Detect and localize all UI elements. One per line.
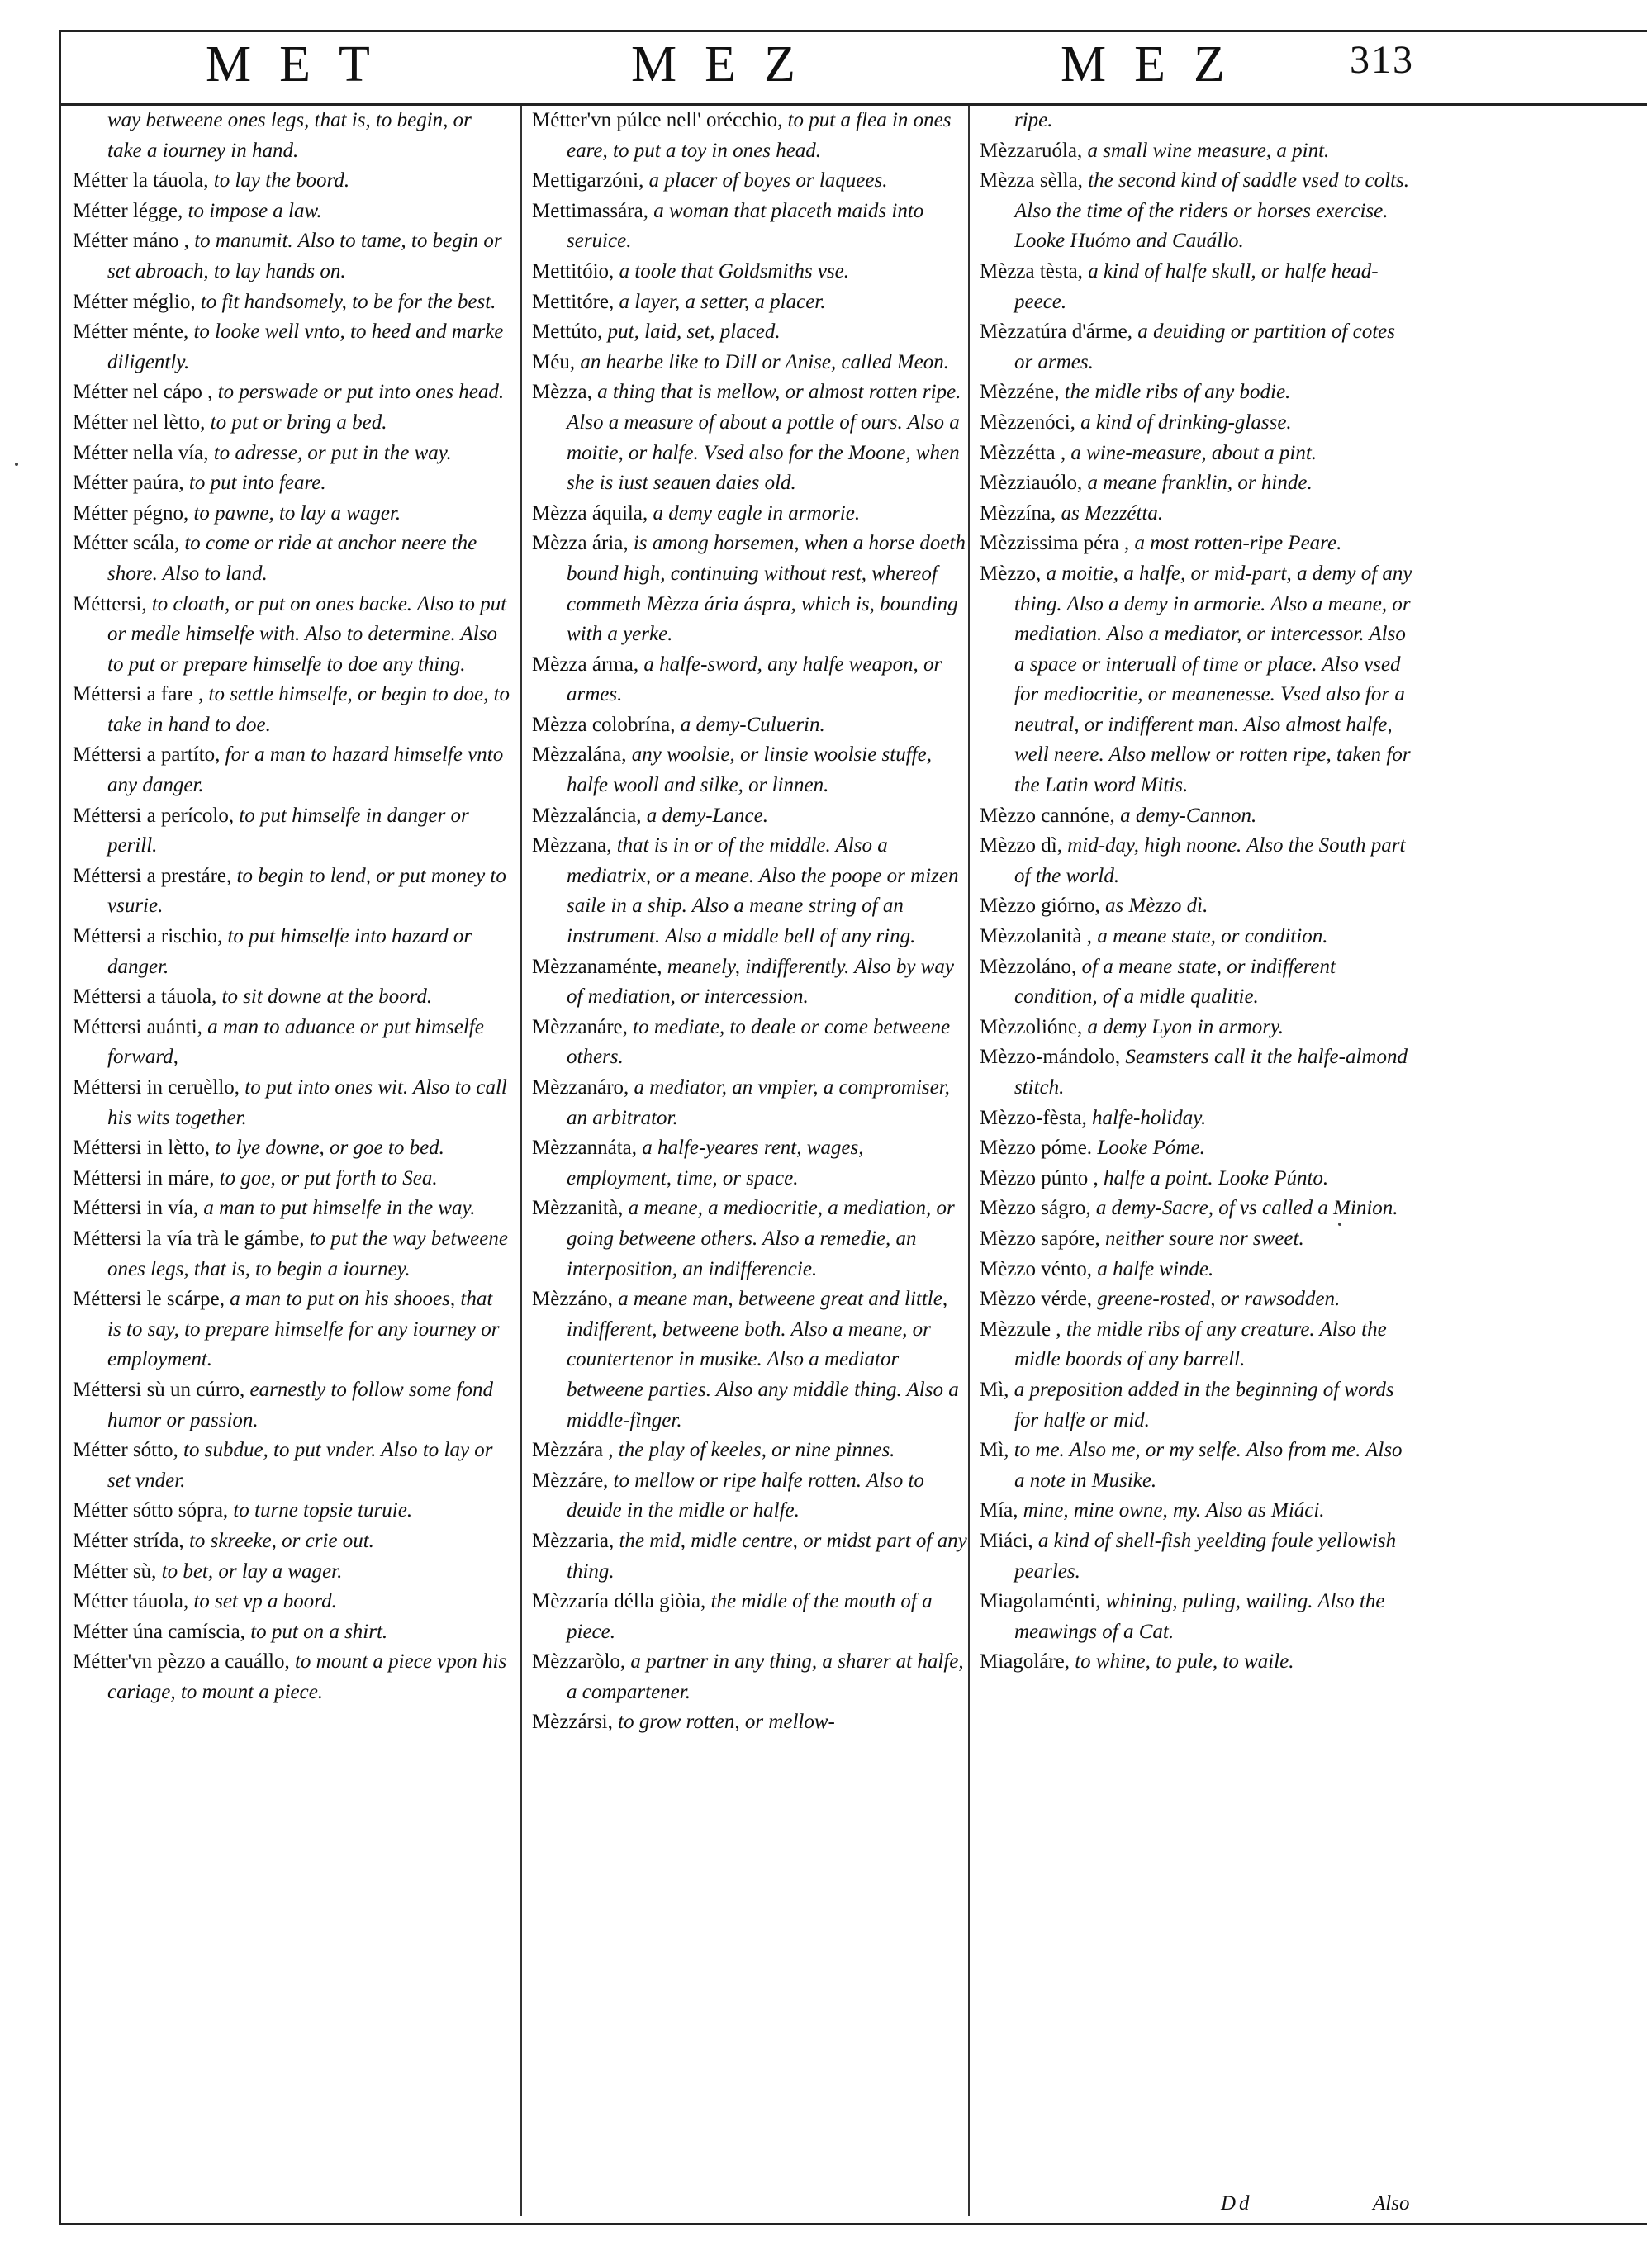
dictionary-entry xyxy=(532,1526,970,1587)
entry-definition: to perswade or put into ones head. xyxy=(217,381,505,404)
dictionary-entry xyxy=(73,922,510,982)
dictionary-entry xyxy=(532,740,970,800)
dictionary-entry xyxy=(73,1375,510,1436)
entry-definition: greene-rosted, or rawsodden. xyxy=(1097,1288,1341,1311)
dictionary-entry xyxy=(980,408,1417,439)
dictionary-entry xyxy=(980,499,1417,529)
dictionary-entry xyxy=(73,529,510,589)
entry-column-1 xyxy=(73,106,510,1707)
dictionary-entry xyxy=(73,1013,510,1073)
entry-headword: Mèzzo púnto , xyxy=(980,1166,1099,1189)
entry-definition: to me. Also me, or my selfe. Also from me. Also a note in Musike. xyxy=(1014,1439,1403,1492)
entry-headword: Méttersi in lètto, xyxy=(73,1137,210,1160)
entry-headword: Métter sótto sópra, xyxy=(73,1499,229,1522)
dictionary-entry xyxy=(980,439,1417,469)
entry-headword: Métter la táuola, xyxy=(73,169,209,192)
entry-headword: Métter nel lètto, xyxy=(73,411,206,434)
entry-definition: Seamsters call it the halfe-almond stitch. xyxy=(1014,1046,1408,1099)
entry-headword: Mì, xyxy=(980,1378,1009,1401)
entry-definition: to put a flea in ones eare, to put a toy in ones head. xyxy=(567,109,952,162)
dictionary-entry xyxy=(73,1557,510,1588)
entry-headword: Mía, xyxy=(980,1499,1018,1522)
entry-headword: Mèzzo sapóre, xyxy=(980,1227,1100,1250)
entry-definition: to put into ones wit. Also to call his wits together. xyxy=(107,1076,507,1129)
entry-definition: a woman that placeth maids into seruice. xyxy=(567,199,924,253)
entry-definition: a meane, a mediocritie, a mediation, or going betweene others. Also a remedie, an interposition, an indifferencie. xyxy=(567,1197,955,1280)
dictionary-entry xyxy=(532,529,970,649)
dictionary-entry xyxy=(73,439,510,469)
entry-headword: Mèzzaria, xyxy=(532,1529,615,1552)
dictionary-entry xyxy=(73,740,510,800)
dictionary-entry xyxy=(73,1617,510,1648)
dictionary-entry xyxy=(532,377,970,498)
entry-definition: the second kind of saddle vsed to colts. Also the time of the riders or horses exercise. Looke Huómo and Cauállo. xyxy=(1014,169,1409,253)
entry-headword: Mèzzo, xyxy=(980,562,1042,585)
entry-definition: to fit handsomely, to be for the best. xyxy=(200,290,496,313)
dictionary-entry xyxy=(980,922,1417,952)
dictionary-entry xyxy=(980,1526,1417,1587)
entry-headword: Mettúto, xyxy=(532,320,603,344)
dictionary-entry xyxy=(532,1013,970,1073)
dictionary-entry xyxy=(532,106,970,166)
entry-definition: to goe, or put forth to Sea. xyxy=(219,1166,438,1189)
dictionary-entry xyxy=(73,1526,510,1557)
entry-definition: of a meane state, or indifferent condition, of a midle qualitie. xyxy=(1014,955,1336,1009)
dictionary-entry xyxy=(980,1164,1417,1194)
header-word-left: MET xyxy=(206,36,398,93)
entry-headword: Métter paúra, xyxy=(73,472,184,495)
dictionary-entry xyxy=(73,1587,510,1617)
entry-headword: Méttersi auánti, xyxy=(73,1015,202,1038)
dictionary-entry xyxy=(73,317,510,377)
entry-headword: Mèzzaròlo, xyxy=(532,1650,626,1674)
entry-definition: halfe a point. Looke Púnto. xyxy=(1103,1166,1329,1189)
entry-headword: Mèzzo dì, xyxy=(980,834,1062,857)
entry-headword: Mèzzáre, xyxy=(532,1469,609,1492)
entry-headword: Méttersi a rischio, xyxy=(73,925,223,948)
entry-headword: Métter sótto, xyxy=(73,1439,178,1462)
dictionary-entry xyxy=(980,559,1417,801)
dictionary-entry xyxy=(980,106,1417,136)
entry-definition: a meane franklin, or hinde. xyxy=(1087,472,1313,495)
entry-definition: to cloath, or put on ones backe. Also to put or medle himselfe with. Also to determine. Also to put or prepare himselfe to doe any thing. xyxy=(107,592,507,676)
entry-headword: Métter scála, xyxy=(73,532,180,555)
entry-definition: to grow rotten, or mellow- xyxy=(618,1711,835,1734)
dictionary-entry xyxy=(980,136,1417,167)
dictionary-entry xyxy=(980,257,1417,317)
entry-headword: Métter máno , xyxy=(73,230,189,253)
entry-definition: halfe-holiday. xyxy=(1092,1106,1207,1129)
dictionary-entry xyxy=(73,680,510,740)
entry-definition: to subdue, to put vnder. Also to lay or set vnder. xyxy=(107,1439,493,1492)
dictionary-entry xyxy=(980,831,1417,891)
entry-definition: to pawne, to lay a wager. xyxy=(193,501,401,525)
dictionary-entry xyxy=(532,831,970,952)
dictionary-entry xyxy=(980,529,1417,559)
entry-headword: Mèzzáno, xyxy=(532,1288,613,1311)
entry-headword: Mèzza ária, xyxy=(532,532,629,555)
dictionary-entry xyxy=(73,982,510,1013)
page-footer xyxy=(980,2192,1417,2222)
catchword: Also xyxy=(1373,2192,1410,2215)
entry-headword: Mèzzo vénto, xyxy=(980,1257,1093,1280)
entry-definition: neither soure nor sweet. xyxy=(1105,1227,1304,1250)
entry-definition: as Mèzzo dì. xyxy=(1105,895,1208,918)
entry-headword: Mèzzanità, xyxy=(532,1197,624,1220)
entry-definition: way betweene ones legs, that is, to begin, or take a iourney in hand. xyxy=(107,109,472,162)
entry-definition: an hearbe like to Dill or Anise, called Meon. xyxy=(580,350,949,373)
dictionary-entry xyxy=(73,499,510,529)
entry-definition: to looke well vnto, to heed and marke diligently. xyxy=(107,320,504,373)
dictionary-entry xyxy=(980,1315,1417,1375)
entry-definition: a man to aduance or put himselfe forward, xyxy=(107,1015,484,1069)
entry-definition: to mount a piece vpon his cariage, to mount a piece. xyxy=(107,1650,507,1703)
entry-headword: Mèzzo vérde, xyxy=(980,1288,1093,1311)
dictionary-entry xyxy=(73,1133,510,1164)
dictionary-entry xyxy=(980,1436,1417,1496)
entry-headword: Mèzzenóci, xyxy=(980,411,1075,434)
entry-headword: Mèzza, xyxy=(532,381,592,404)
dictionary-entry xyxy=(532,952,970,1013)
dictionary-entry xyxy=(532,287,970,318)
entry-definition: to put into feare. xyxy=(188,472,326,495)
entry-definition: a man to put on his shooes, that is to say, to prepare himselfe for any iourney or employment. xyxy=(107,1288,500,1371)
entry-headword: Méttersi in ceruèllo, xyxy=(73,1076,240,1099)
dictionary-entry xyxy=(73,1284,510,1375)
entry-definition: to put on a shirt. xyxy=(250,1620,388,1643)
entry-headword: Mèzzo giórno, xyxy=(980,895,1100,918)
dictionary-entry xyxy=(980,166,1417,257)
entry-definition: put, laid, set, placed. xyxy=(607,320,781,344)
dictionary-entry xyxy=(532,650,970,710)
entry-definition: the mid, midle centre, or midst part of any thing. xyxy=(567,1529,967,1583)
entry-headword: Mèzzolanità , xyxy=(980,925,1093,948)
entry-headword: Métter nel cápo , xyxy=(73,381,213,404)
dictionary-entry xyxy=(532,1466,970,1526)
entry-definition: a small wine measure, a pint. xyxy=(1087,139,1330,162)
entry-headword: Mì, xyxy=(980,1439,1009,1462)
dictionary-entry xyxy=(73,1194,510,1224)
entry-headword: Méttersi la vía trà le gámbe, xyxy=(73,1227,305,1250)
dictionary-entry xyxy=(73,1164,510,1194)
dictionary-entry xyxy=(532,1707,970,1738)
entry-definition: to lay the boord. xyxy=(213,169,350,192)
entry-headword: Méttersi a partíto, xyxy=(73,743,221,767)
entry-definition: a demy eagle in armorie. xyxy=(653,501,861,525)
entry-definition: to put the way betweene ones legs, that is, to begin a iourney. xyxy=(107,1227,508,1280)
entry-definition: is among horsemen, when a horse doeth bound high, continuing without rest, whereof commeth Mèzza ária áspra, which is, bounding with a yerke. xyxy=(567,532,966,646)
entry-headword: Mèzzatúra d'árme, xyxy=(980,320,1132,344)
entry-definition: to set vp a boord. xyxy=(193,1590,337,1613)
dictionary-entry xyxy=(980,1013,1417,1043)
entry-headword: Mèzzára , xyxy=(532,1439,614,1462)
dictionary-entry xyxy=(73,590,510,681)
paper-speck xyxy=(15,463,18,466)
entry-definition: that is in or of the middle. Also a mediatrix, or a meane. Also the poope or mizen saile in a ship. Also a meane string of an instrument. Also a middle bell of any ring. xyxy=(567,834,959,948)
dictionary-entry xyxy=(73,1647,510,1707)
entry-headword: Méu, xyxy=(532,350,576,373)
entry-definition: whining, puling, wailing. Also the meawings of a Cat. xyxy=(1014,1590,1385,1643)
entry-headword: Mèzzalána, xyxy=(532,743,627,767)
entry-definition: to begin to lend, or put money to vsurie. xyxy=(107,864,506,918)
entry-column-3 xyxy=(980,106,1417,1678)
entry-headword: Méttersi in máre, xyxy=(73,1166,215,1189)
entry-headword: Métter úna camíscia, xyxy=(73,1620,245,1643)
entry-headword: Métter'vn púlce nell' orécchio, xyxy=(532,109,783,131)
entry-headword: Méttersi a táuola, xyxy=(73,985,217,1009)
dictionary-entry xyxy=(980,1104,1417,1134)
entry-definition: to mediate, to deale or come betweene others. xyxy=(567,1015,951,1069)
entry-definition: the midle ribs of any bodie. xyxy=(1064,381,1291,404)
dictionary-entry xyxy=(980,1587,1417,1647)
dictionary-entry xyxy=(73,1073,510,1133)
entry-definition: to come or ride at anchor neere the shore. Also to land. xyxy=(107,532,477,585)
entry-definition: a demy-Lance. xyxy=(646,804,768,827)
entry-headword: Mèzzaría délla giòia, xyxy=(532,1590,706,1613)
entry-definition: to impose a law. xyxy=(188,199,322,222)
entry-definition: earnestly to follow some fond humor or passion. xyxy=(107,1378,493,1431)
running-header xyxy=(61,30,1647,106)
entry-definition: a demy Lyon in armory. xyxy=(1087,1015,1284,1038)
entry-definition: for a man to hazard himselfe vnto any danger. xyxy=(107,743,504,797)
entry-definition: a mediator, an vmpier, a compromiser, an arbitrator. xyxy=(567,1076,950,1129)
entry-headword: Mèzzolióne, xyxy=(980,1015,1083,1038)
entry-headword: Mèzzanaménte, xyxy=(532,955,662,978)
dictionary-entry xyxy=(980,891,1417,922)
entry-definition: to mellow or ripe halfe rotten. Also to deuide in the midle or halfe. xyxy=(567,1469,924,1522)
entry-headword: Mèzza sèlla, xyxy=(980,169,1083,192)
dictionary-entry xyxy=(980,1042,1417,1103)
entry-headword: Métter strída, xyxy=(73,1529,184,1552)
entry-definition: a layer, a setter, a placer. xyxy=(619,290,826,313)
entry-definition: as Mezzétta. xyxy=(1061,501,1164,525)
entry-headword: Métter méglio, xyxy=(73,290,196,313)
entry-definition: to manumit. Also to tame, to begin or set abroach, to lay hands on. xyxy=(107,230,502,282)
dictionary-entry xyxy=(532,348,970,378)
dictionary-entry xyxy=(980,1224,1417,1255)
dictionary-entry xyxy=(532,499,970,529)
dictionary-entry xyxy=(73,408,510,439)
dictionary-entry xyxy=(532,257,970,287)
entry-headword: Mèzzana, xyxy=(532,834,612,857)
dictionary-entry xyxy=(532,1194,970,1284)
dictionary-entry xyxy=(73,801,510,862)
dictionary-entry xyxy=(980,317,1417,377)
entry-definition: a demy-Cannon. xyxy=(1120,804,1257,827)
entry-headword: Mèzzaláncia, xyxy=(532,804,642,827)
entry-headword: Mèzzo cannóne, xyxy=(980,804,1115,827)
dictionary-entry xyxy=(73,1436,510,1496)
dictionary-entry xyxy=(73,862,510,922)
entry-definition: to lye downe, or goe to bed. xyxy=(215,1137,444,1160)
dictionary-entry xyxy=(980,377,1417,408)
entry-definition: a halfe-sword, any halfe weapon, or armes. xyxy=(567,653,942,706)
entry-headword: Métter sù, xyxy=(73,1560,157,1583)
entry-definition: to bet, or lay a wager. xyxy=(161,1560,343,1583)
entry-headword: Miagoláre, xyxy=(980,1650,1070,1674)
dictionary-entry xyxy=(73,377,510,408)
dictionary-entry xyxy=(532,710,970,741)
dictionary-entry xyxy=(73,468,510,499)
entry-headword: Mettimassára, xyxy=(532,199,648,222)
dictionary-entry xyxy=(980,1647,1417,1678)
entry-definition: a kind of halfe skull, or halfe head-peece. xyxy=(1014,259,1379,313)
entry-definition: a placer of boyes or laquees. xyxy=(648,169,888,192)
entry-definition: a most rotten-ripe Peare. xyxy=(1134,532,1342,555)
entry-headword: Mèzziauólo, xyxy=(980,472,1083,495)
entry-definition: to put himselfe into hazard or danger. xyxy=(107,925,472,978)
entry-headword: Mèzzule , xyxy=(980,1318,1061,1341)
entry-headword: Mèzzína, xyxy=(980,501,1056,525)
entry-definition: the midle of the mouth of a piece. xyxy=(567,1590,933,1643)
entry-headword: Mèzzo-fèsta, xyxy=(980,1106,1087,1129)
entry-definition: meanely, indifferently. Also by way of mediation, or intercession. xyxy=(567,955,954,1009)
entry-definition: to settle himselfe, or begin to doe, to take in hand to doe. xyxy=(107,683,510,736)
entry-definition: a meane man, betweene great and little, indifferent, betweene both. Also a meane, or countertenor in musike. Also a mediator betweene parties. Also any middle thing. Also a middle-finger. xyxy=(567,1288,959,1431)
dictionary-entry xyxy=(532,1647,970,1707)
entry-definition: mid-day, high noone. Also the South part of the world. xyxy=(1014,834,1406,887)
entry-headword: Mèzzissima péra , xyxy=(980,532,1130,555)
dictionary-entry xyxy=(532,1073,970,1133)
entry-headword: Mèzzétta , xyxy=(980,441,1066,464)
entry-headword: Métter pégno, xyxy=(73,501,189,525)
entry-headword: Mèzzársi, xyxy=(532,1711,613,1734)
dictionary-entry xyxy=(73,166,510,197)
entry-headword: Mèzzannáta, xyxy=(532,1137,638,1160)
page-number: 313 xyxy=(1350,38,1414,82)
dictionary-entry xyxy=(73,1496,510,1526)
entry-definition: to skreeke, or crie out. xyxy=(188,1529,374,1552)
entry-headword: Méttersi sù un cúrro, xyxy=(73,1378,245,1401)
dictionary-entry xyxy=(980,1255,1417,1285)
entry-definition: a man to put himselfe in the way. xyxy=(203,1197,476,1220)
entry-definition: the play of keeles, or nine pinnes. xyxy=(618,1439,895,1462)
entry-definition: to put himselfe in danger or perill. xyxy=(107,804,469,857)
entry-definition: a kind of shell-fish yeelding foule yellowish pearles. xyxy=(1014,1529,1397,1583)
entry-headword: Mèzzo póme. xyxy=(980,1137,1093,1160)
dictionary-entry xyxy=(73,226,510,287)
entry-headword: Mèzza colobrína, xyxy=(532,713,676,736)
dictionary-entry xyxy=(532,197,970,257)
dictionary-entry xyxy=(532,1133,970,1194)
entry-headword: Mèzzo ságro, xyxy=(980,1197,1091,1220)
entry-definition: to put or bring a bed. xyxy=(210,411,387,434)
entry-headword: Méttersi, xyxy=(73,592,147,615)
entry-headword: Mèzza áquila, xyxy=(532,501,648,525)
entry-headword: Métter nella vía, xyxy=(73,441,209,464)
entry-definition: ripe. xyxy=(1014,109,1053,131)
entry-headword: Métter'vn pèzzo a cauállo, xyxy=(73,1650,290,1674)
dictionary-entry xyxy=(532,1284,970,1436)
entry-headword: Mèzzoláno, xyxy=(980,955,1077,978)
paper-speck xyxy=(1338,1223,1341,1226)
header-word-right: MEZ xyxy=(1061,36,1253,93)
entry-column-2 xyxy=(532,106,970,1738)
dictionary-entry xyxy=(73,1224,510,1284)
entry-headword: Mèzzéne, xyxy=(980,381,1060,404)
dictionary-entry xyxy=(532,317,970,348)
entry-definition: any woolsie, or linsie woolsie stuffe, halfe wooll and silke, or linnen. xyxy=(567,743,932,797)
entry-headword: Miagolaménti, xyxy=(980,1590,1101,1613)
signature-mark: Dd xyxy=(1221,2192,1253,2215)
entry-headword: Métter légge, xyxy=(73,199,183,222)
dictionary-entry xyxy=(73,197,510,227)
dictionary-entry xyxy=(532,166,970,197)
dictionary-entry xyxy=(980,1133,1417,1164)
entry-headword: Méttersi a fare , xyxy=(73,683,204,706)
entry-headword: Méttersi a perícolo, xyxy=(73,804,235,827)
entry-definition: to whine, to pule, to waile. xyxy=(1075,1650,1294,1674)
entry-headword: Mèzzo-mándolo, xyxy=(980,1046,1121,1069)
entry-headword: Mettigarzóni, xyxy=(532,169,644,192)
entry-definition: a thing that is mellow, or almost rotten ripe. Also a measure of about a pottle of ours. Also a moitie, or halfe. Vsed also for the Moone, when she is iust seauen daies old. xyxy=(567,381,961,495)
entry-definition: to adresse, or put in the way. xyxy=(213,441,452,464)
dictionary-entry xyxy=(980,801,1417,832)
header-word-center: MEZ xyxy=(631,36,824,93)
entry-headword: Métter táuola, xyxy=(73,1590,189,1613)
entry-definition: to sit downe at the boord. xyxy=(221,985,433,1009)
entry-headword: Mèzza árma, xyxy=(532,653,639,676)
dictionary-entry xyxy=(980,1194,1417,1224)
dictionary-page xyxy=(59,30,1647,2225)
entry-headword: Mèzzanáro, xyxy=(532,1076,629,1099)
entry-definition: a demy-Culuerin. xyxy=(680,713,825,736)
entry-definition: a deuiding or partition of cotes or armes. xyxy=(1014,320,1395,373)
entry-definition: a moitie, a halfe, or mid-part, a demy of any thing. Also a demy in armorie. Also a meane, or mediation. Also a mediator, or intercessor. Also a space or interuall of time or place. Also vsed for mediocritie, or meanenesse. Vsed also for a neutral, or indifferent man. Also almost halfe, well neere. Also mellow or rotten ripe, taken for the Latin word Mitis. xyxy=(1014,562,1412,797)
dictionary-entry xyxy=(532,1587,970,1647)
dictionary-entry xyxy=(532,801,970,832)
dictionary-entry xyxy=(73,106,510,166)
entry-headword: Méttersi in vía, xyxy=(73,1197,199,1220)
dictionary-entry xyxy=(980,1375,1417,1436)
entry-headword: Mettitóre, xyxy=(532,290,615,313)
entry-headword: Méttersi le scárpe, xyxy=(73,1288,225,1311)
entry-headword: Méttersi a prestáre, xyxy=(73,864,232,887)
entry-definition: to turne topsie turuie. xyxy=(233,1499,413,1522)
dictionary-entry xyxy=(980,1284,1417,1315)
dictionary-entry xyxy=(532,1436,970,1466)
entry-definition: a kind of drinking-glasse. xyxy=(1080,411,1292,434)
entry-definition: a wine-measure, about a pint. xyxy=(1070,441,1317,464)
dictionary-entry xyxy=(980,952,1417,1013)
column-rule xyxy=(520,106,522,2216)
entry-headword: Mèzzanáre, xyxy=(532,1015,628,1038)
entry-definition: Looke Póme. xyxy=(1097,1137,1205,1160)
entry-headword: Miáci, xyxy=(980,1529,1033,1552)
entry-definition: a halfe-yeares rent, wages, employment, time, or space. xyxy=(567,1137,864,1189)
entry-definition: a halfe winde. xyxy=(1097,1257,1214,1280)
entry-definition: a toole that Goldsmiths vse. xyxy=(619,259,850,282)
entry-definition: mine, mine owne, my. Also as Miáci. xyxy=(1023,1499,1325,1522)
entry-definition: a preposition added in the beginning of words for halfe or mid. xyxy=(1014,1378,1394,1431)
entry-definition: the midle ribs of any creature. Also the midle boords of any barrell. xyxy=(1014,1318,1387,1371)
entry-headword: Métter ménte, xyxy=(73,320,189,344)
dictionary-entry xyxy=(980,1496,1417,1526)
entry-headword: Mèzzaruóla, xyxy=(980,139,1083,162)
entry-headword: Mèzza tèsta, xyxy=(980,259,1083,282)
entry-definition: a partner in any thing, a sharer at halfe, a compartener. xyxy=(567,1650,964,1703)
dictionary-entry xyxy=(980,468,1417,499)
entry-headword: Mettitóio, xyxy=(532,259,615,282)
entry-definition: a demy-Sacre, of vs called a Minion. xyxy=(1095,1197,1398,1220)
dictionary-entry xyxy=(73,287,510,318)
entry-definition: a meane state, or condition. xyxy=(1097,925,1328,948)
